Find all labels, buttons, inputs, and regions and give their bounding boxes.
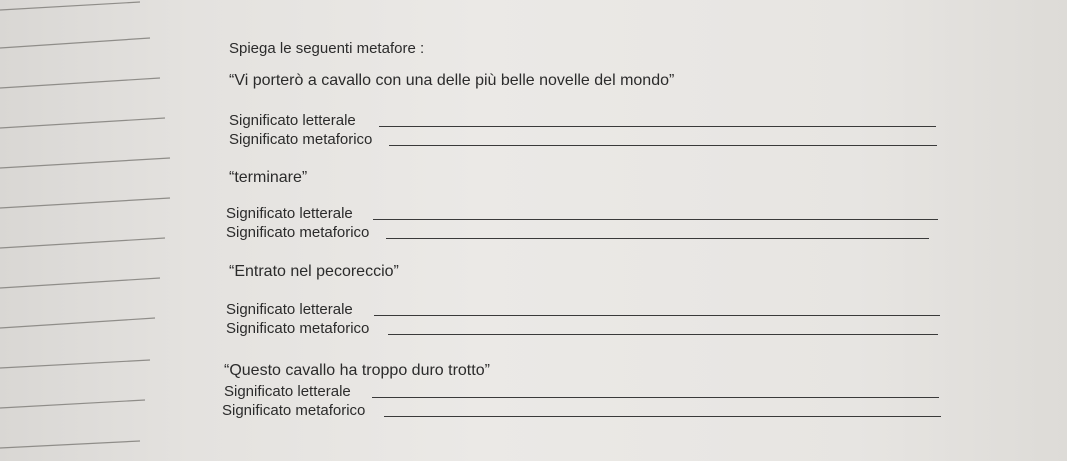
literal-answer-row-3[interactable] bbox=[226, 301, 353, 319]
answer-line[interactable] bbox=[386, 238, 929, 239]
metaphoric-label: Significato metaforico bbox=[222, 402, 366, 419]
answer-line[interactable] bbox=[372, 397, 939, 398]
answer-line[interactable] bbox=[388, 334, 938, 335]
literal-label: Significato letterale bbox=[224, 383, 351, 400]
margin-decoration bbox=[0, 0, 200, 461]
answer-line[interactable] bbox=[389, 145, 937, 146]
metaphor-quote-4: “Questo cavallo ha troppo duro trotto” bbox=[224, 362, 490, 379]
literal-label: Significato letterale bbox=[229, 112, 356, 129]
metaphoric-answer-row-1[interactable] bbox=[229, 131, 372, 149]
metaphoric-answer-row-2[interactable] bbox=[226, 224, 369, 242]
literal-answer-row-2[interactable] bbox=[226, 205, 353, 223]
literal-label: Significato letterale bbox=[226, 205, 353, 222]
answer-line[interactable] bbox=[373, 219, 938, 220]
metaphoric-answer-row-4[interactable] bbox=[222, 402, 365, 420]
metaphor-quote-3: “Entrato nel pecoreccio” bbox=[229, 263, 399, 280]
literal-answer-row-1[interactable] bbox=[229, 112, 356, 130]
metaphoric-label: Significato metaforico bbox=[226, 320, 370, 337]
worksheet-title: Spiega le seguenti metafore : bbox=[229, 40, 425, 57]
metaphor-quote-2: “terminare” bbox=[229, 169, 308, 186]
literal-answer-row-4[interactable] bbox=[224, 383, 351, 401]
answer-line[interactable] bbox=[379, 126, 936, 127]
metaphoric-label: Significato metaforico bbox=[229, 131, 373, 148]
metaphoric-answer-row-3[interactable] bbox=[226, 320, 369, 338]
literal-label: Significato letterale bbox=[226, 301, 353, 318]
answer-line[interactable] bbox=[374, 315, 940, 316]
answer-line[interactable] bbox=[384, 416, 941, 417]
metaphoric-label: Significato metaforico bbox=[226, 224, 370, 241]
metaphor-quote-1: “Vi porterò a cavallo con una delle più belle novelle del mondo” bbox=[229, 72, 675, 89]
